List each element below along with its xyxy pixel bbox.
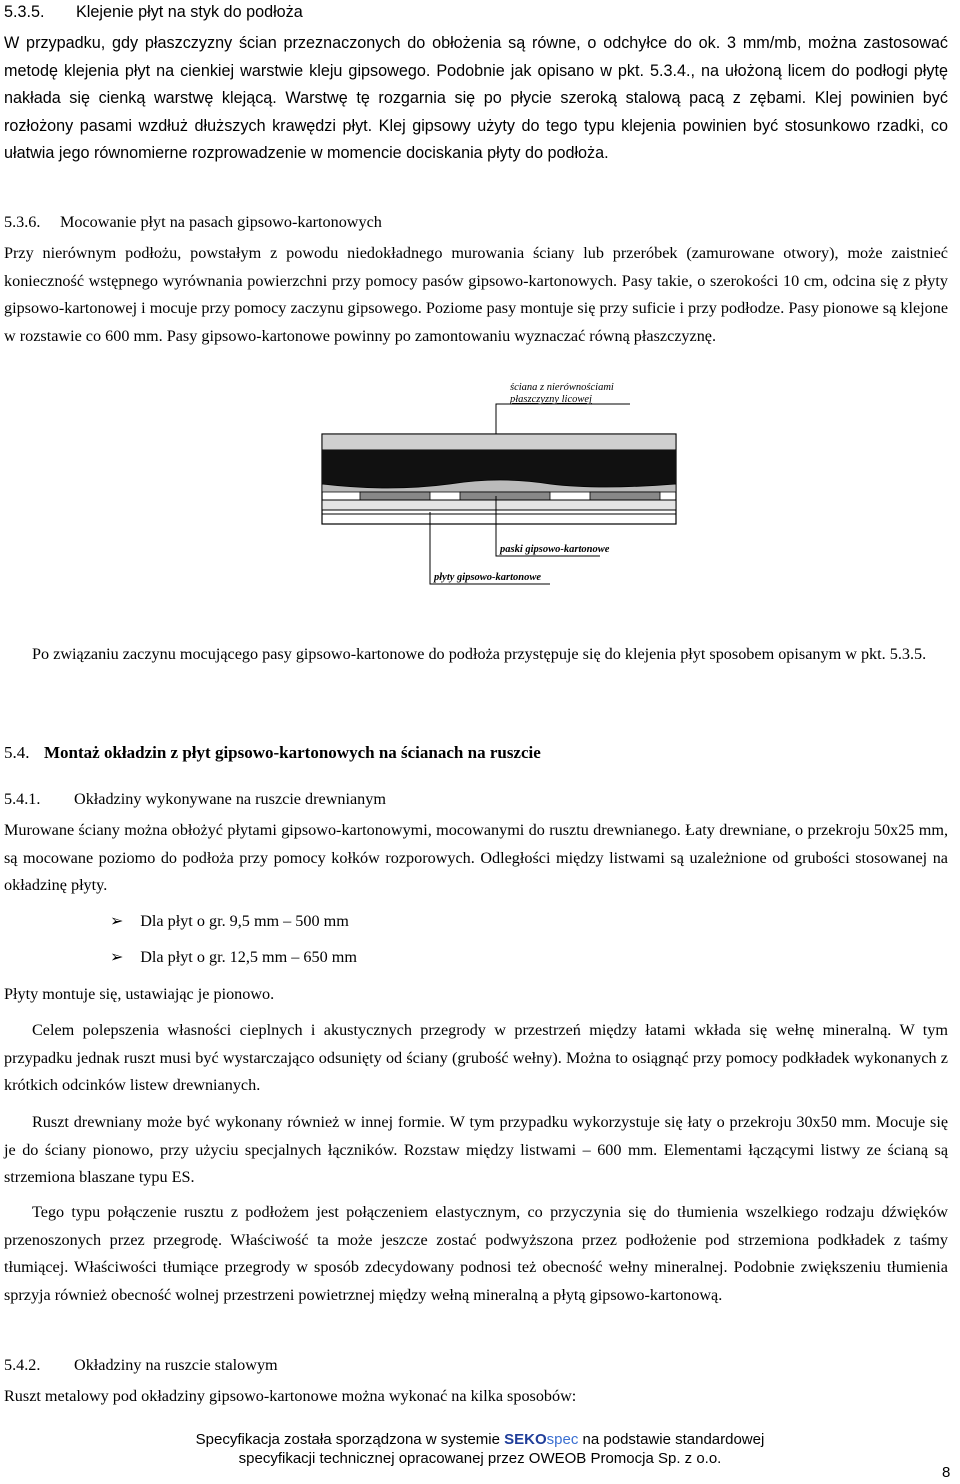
heading-title: Okładziny na ruszcie stalowym [74,1356,278,1374]
heading-536 [4,212,954,232]
footer-line-2: specyfikacji technicznej opracowanej przez OWEOB Promocja Sp. z o.o. [238,1450,722,1467]
paragraph-535: W przypadku, gdy płaszczyzny ścian przeznaczonych do obłożenia są równe, o odchyłce do ok. 3 mm/mb, można zastosować metodę klejenia płyt na cienkiej warstwie kleju gipsowego. Podobnie jak opisano w pkt. 5.3.4., na ułożoną licem do podłogi płytę nakłada się cienką warstwę klejącą. Warstwę tę rozgarnia się po płycie szeroką stalową pacą z zębami. Klej powinien być rozłożony pasami wzdłuż dłuższych krawędzi płyt. Klej gipsowy użyty do tego typu klejenia powinien być stosunkowo rzadki, co ułatwia jego równomierne rozprowadzenie w momencie dociskania płyty do podłoża. [4,34,948,162]
paragraph-541-1: Murowane ściany można obłożyć płytami gipsowo-kartonowymi, mocowanymi do rusztu drewnianego. Łaty drewniane, o przekroju 50x25 mm, są mocowane poziomo do podłoża przy pomocy kołków rozporowych. Odległości między listwami są uzależnione od grubości stosowanej na okładzinę płyty. [4,821,948,894]
footer-line-1 [0,1430,960,1449]
footer-text: na podstawie standardowej [582,1431,765,1448]
heading-535 [4,2,954,22]
paragraph-541-4: Ruszt drewniany może być wykonany również w innej formie. W tym przypadku wykorzystuje się łaty o przekroju 30x50 mm. Mocuje się je do ściany pionowo, przy użyciu specjalnych łączników. Rozstaw między listwami – 600 mm. Elementami łączącymi listwy ze ścianą są strzemiona blaszane typu ES. [4,1113,948,1186]
heading-541 [4,789,954,809]
heading-number: 5.4. [4,743,30,762]
paragraph-542: Ruszt metalowy pod okładziny gipsowo-kartonowe można wykonać na kilka sposobów: [4,1387,577,1405]
bullet-item [110,910,349,932]
heading-title: Okładziny wykonywane na ruszcie drewnianym [74,790,386,808]
paragraph-536: Przy nierównym podłożu, powstałym z powodu niedokładnego murowania ściany lub przeróbek (zamurowane otwory), może zaistnieć konieczność wstępnego wyrównania powierzchni przy pomocy pasów gipsowo-kartonowych. Pasy takie, o szerokości 10 cm, odcina się z płyty gipsowo-kartonowej i mocuje przy pomocy zaczynu gipsowego. Poziome pasy montuje się przy suficie i przy podłodze. Pasy pionowe są klejone w rozstawie co 600 mm. Pasy gipsowo-kartonowe powinny po zamontowaniu wyznaczać równą płaszczyznę. [4,244,948,345]
arrow-bullet-icon: ➢ [110,948,124,966]
wall-section-figure [300,380,700,590]
gypsum-strip [460,492,550,500]
heading-number: 5.4.1. [4,790,41,808]
wall-hatch-top [322,434,676,450]
label-wall-top-1: ściana z nierównościami [510,382,614,393]
heading-title: Klejenie płyt na styk do podłoża [76,3,303,21]
heading-number: 5.3.5. [4,3,45,21]
wall-section-drawing [300,380,700,590]
label-strips: paski gipsowo-kartonowe [500,544,610,555]
heading-number: 5.3.6. [4,213,41,231]
paragraph-541-5: Tego typu połączenie rusztu z podłożem jest połączeniem elastycznym, co przyczynia się do tłumienia wszelkiego rodzaju dźwięków przenoszonych przez przegrodę. Właściwość ta może jeszcze zostać podwyższona przez podłożenie pod strzemiona podkładek z taśmy tłumiącej. Właściwości tłumiące przegrody w sposób zdecydowany podnosi też obecność wełny mineralnej. Podobnie zwiększeniu tłumienia sprzyja również obecność wolnej przestrzeni powietrznej między wełną mineralną a płytą gipsowo-kartonową. [4,1203,948,1304]
arrow-bullet-icon: ➢ [110,912,124,930]
label-wall-top-2: płaszczyzny licowej [510,394,592,405]
heading-title: Mocowanie płyt na pasach gipsowo-kartonowych [60,213,382,231]
heading-title: Montaż okładzin z płyt gipsowo-kartonowych na ścianach na ruszcie [44,743,541,762]
paragraph-after-figure: Po związaniu zaczynu mocującego pasy gipsowo-kartonowe do podłoża przystępuje się do klejenia płyt sposobem opisanym w pkt. 5.3.5. [32,645,927,663]
paragraph-541-2: Płyty montuje się, ustawiając je pionowo. [4,985,275,1003]
gypsum-strip [360,492,430,500]
bullet-text: Dla płyt o gr. 9,5 mm – 500 mm [140,912,349,930]
page-number: 8 [942,1464,951,1481]
paragraph-541-3: Celem polepszenia własności cieplnych i akustycznych przegrody w przestrzeń między łatami wkłada się wełnę mineralną. W tym przypadku jednak ruszt musi być wystarczająco odsunięty od ściany (grubość wełny). Można to osiągnąć przy pomocy podkładek wykonanych z krótkich odcinków listew drewnianych. [4,1021,948,1094]
bullet-text: Dla płyt o gr. 12,5 mm – 650 mm [140,948,357,966]
heading-54 [4,743,954,763]
gypsum-strip [590,492,660,500]
footer-text: Specyfikacja została sporządzona w systemie [195,1431,500,1448]
brand-logo: SEKOspec [504,1431,579,1448]
label-boards: płyty gipsowo-kartonowe [434,572,542,583]
plasterboard [322,500,676,510]
leader-line-top [496,404,630,434]
bullet-item [110,946,357,968]
heading-542 [4,1355,954,1375]
heading-number: 5.4.2. [4,1356,41,1374]
